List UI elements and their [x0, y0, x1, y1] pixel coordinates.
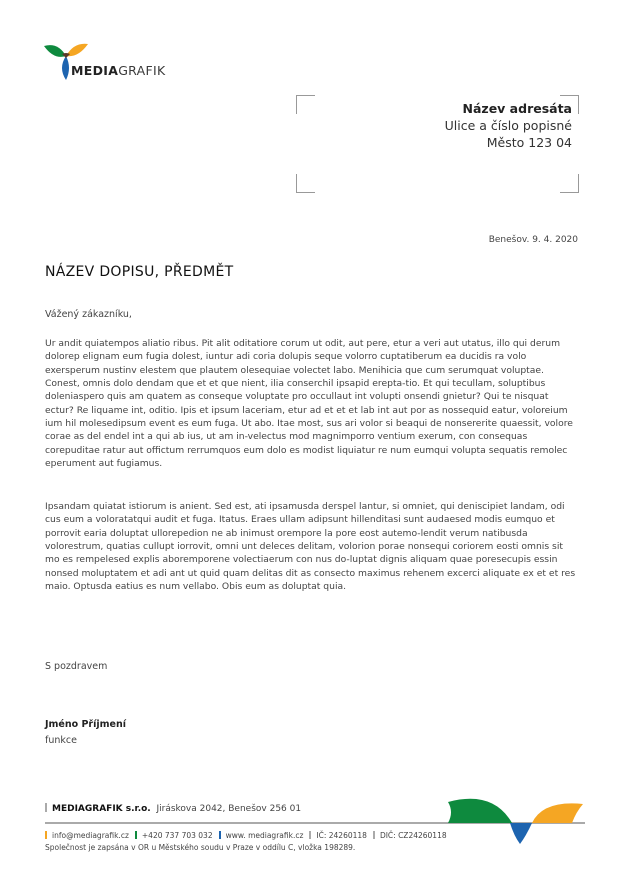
- recipient-city: Město 123 04: [486, 135, 572, 150]
- footer-contact-item: [45, 831, 129, 840]
- footer-company: [45, 803, 301, 814]
- address-corner-top-left: [296, 95, 315, 114]
- footer-contact-text: DIČ: CZ24260118: [379, 831, 447, 840]
- footer-contact-text: IČ: 24260118: [316, 831, 367, 840]
- footer-company-address: Jiráskova 2042, Benešov 256 01: [156, 804, 302, 814]
- separator-bar: [309, 831, 311, 839]
- separator-bar: [45, 831, 47, 839]
- footer-contact-item: [135, 831, 213, 840]
- footer-contact-text: +420 737 703 032: [141, 831, 213, 840]
- footer-contacts: [45, 831, 453, 840]
- body-paragraph: Ur andit quiatempos aliatio ribus. Pit alit oditatiore corum ut odit, aut pere, etur a veri aut utatus, illo qui derum dolorep elignam eum fugia dolest, iuntur adi coria dolupis seque volorro cuptatiberum ea ducidis ra volo exersperum nustinv elestem que plautem olesequiae volectet labo. Menihicia que cum serumquat voluptae. Conest, omnis dolo dendam que et et que nient, ilia conserchil ipsapid erepta-tio. Et qui tecullam, soluptibus doleniaspero quis am quatem as conseque voluptate pro occullaut int volupti onsendi gnietur? Qui te nisquat ectur? Re liquame int, oditio. Ipis et ipsum laceriam, etur ad et et et lab int aut por as nossequid eatur, voloreium ium hil molesedipsum event es eum fuga. Ut abo. Itae most, sus ari volor si beaqui de nonsererite quaessit, volore corae as del endel int a qui ab ius, ut am in-velectus mod magnimporro ventium exerum, con consequas corepuditae ratur aut offictum rerrumquos eum dolo es modist liquiatur re num eumqui volupta sequatis remolec eperument aut fugiamus.: [45, 338, 573, 470]
- recipient-address: [445, 100, 572, 151]
- footer-logo-mark-icon: [448, 796, 583, 846]
- recipient-street: Ulice a číslo popisné: [444, 118, 572, 133]
- footer-contact-item: [373, 831, 447, 840]
- recipient-name: Název adresáta: [462, 101, 572, 116]
- separator-bar: [373, 831, 375, 839]
- footer-contact-text: www. mediagrafik.cz: [225, 831, 304, 840]
- signer-role: funkce: [45, 735, 77, 746]
- footer-registry: Společnost je zapsána v OR u Městského soudu v Praze v oddílu C, vložka 198289.: [45, 843, 356, 852]
- footer-contact-item: [309, 831, 367, 840]
- separator-bar: [135, 831, 137, 839]
- letter-subject: NÁZEV DOPISU, PŘEDMĚT: [45, 264, 234, 280]
- signer-name: Jméno Příjmení: [45, 719, 126, 730]
- greeting: Vážený zákazníku,: [45, 309, 132, 320]
- address-corner-bottom-right: [560, 174, 579, 193]
- body-paragraph: Ipsandam quiatat istiorum is anient. Sed est, ati ipsamusda derspel lantur, si omniet, qui deniscipiet landam, odi cus eum a voloratatqui audit et fuga. Itatus. Eraes ullam adipsunt hillenditasi sunt audaesed modis eumquo et porrovit earia doluptat ullorepedion ne ab inimust orempore la pore eost autemo-lendit verum natibusda volorestrum, quatias cullupt iorrovit, omni unt deleces delitam, volorion porae nonsequi coriorem eosti omnis sit mo es rempelesed explis aboremporene volectiaerum con nus do-luptat dignis aliquam quae poresecupis essin nonsed moluptatem et adi ant ut quid quam delitas dit as consecto maximus rehenem excerci aliquate ex et et res maio. Optusda eatius es num vellabo. Obis eum as doluptat quia.: [45, 501, 576, 593]
- separator-bar: [219, 831, 221, 839]
- address-corner-bottom-left: [296, 174, 315, 193]
- closing: S pozdravem: [45, 661, 108, 672]
- footer-contact-item: [219, 831, 304, 840]
- footer-company-name: MEDIAGRAFIK s.r.o.: [52, 804, 151, 814]
- company-logo: [44, 42, 174, 82]
- letter-date: Benešov. 9. 4. 2020: [488, 235, 578, 245]
- footer-contact-text: info@mediagrafik.cz: [52, 831, 129, 840]
- separator-bar: [45, 803, 47, 812]
- logo-wordmark: MEDIAGRAFIK: [71, 63, 166, 78]
